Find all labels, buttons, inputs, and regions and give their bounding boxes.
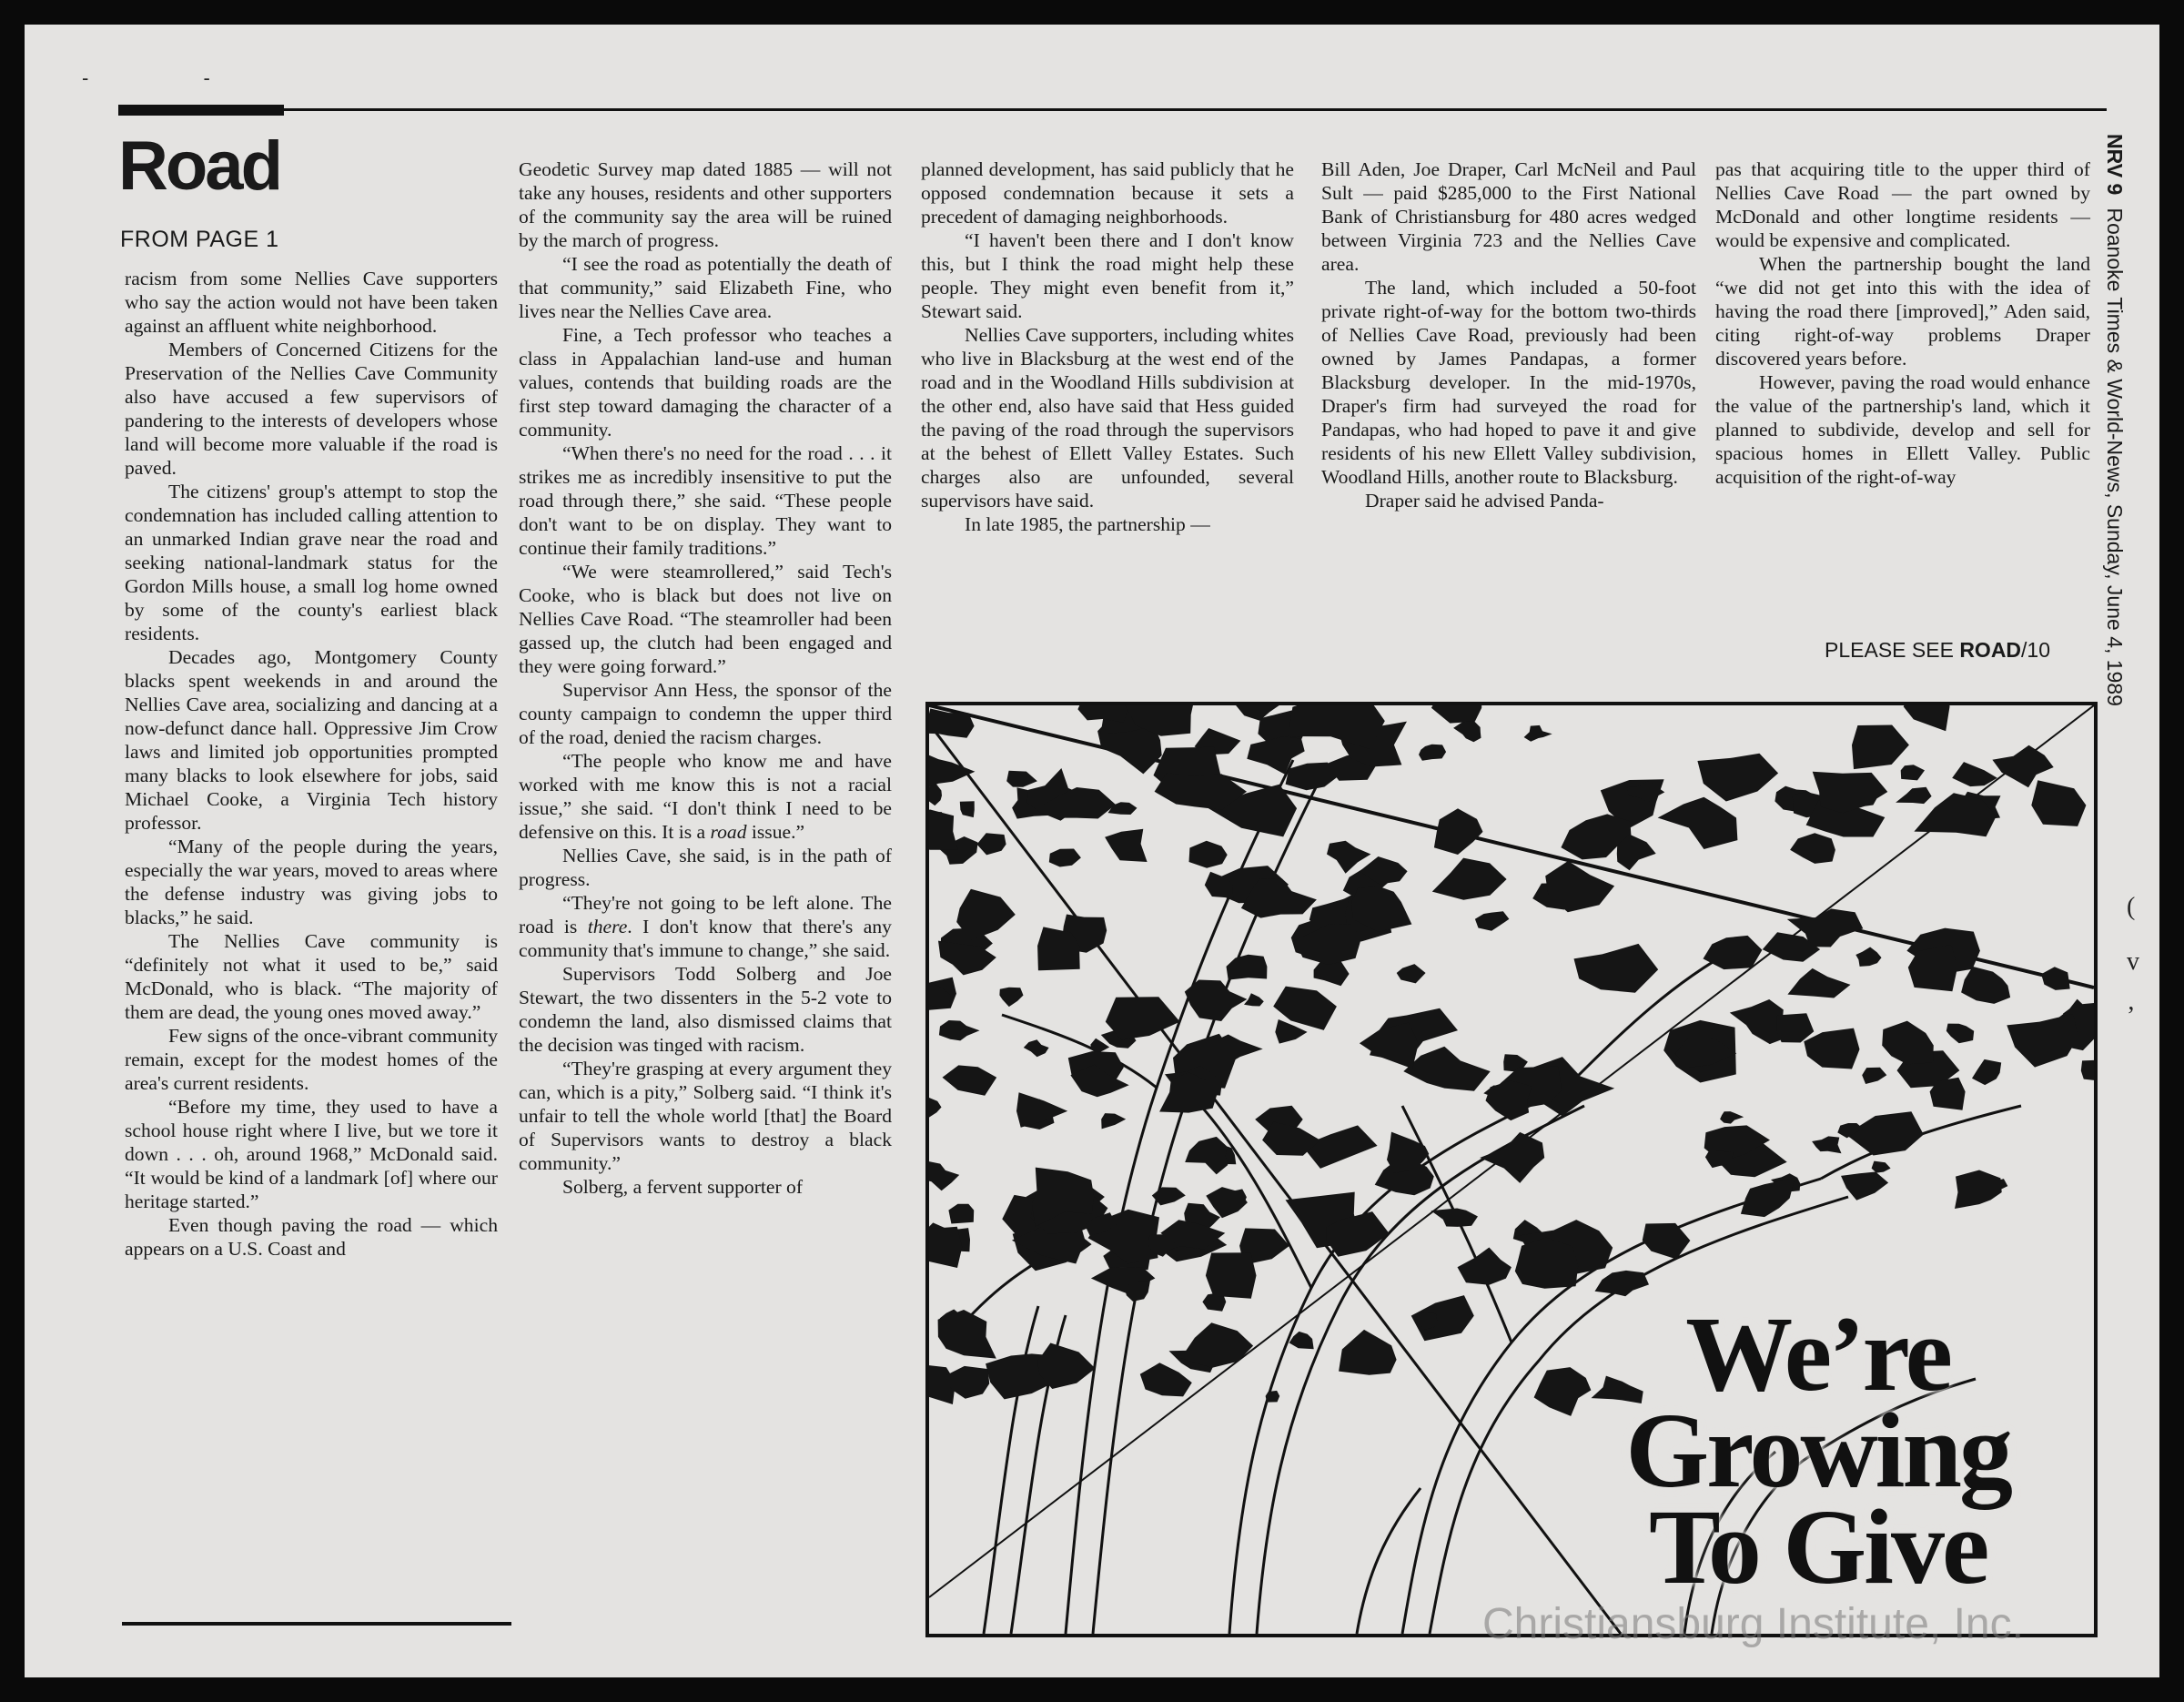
side-folio <box>2102 134 2127 706</box>
leaf-cluster <box>1185 980 1248 1022</box>
paragraph: “We were steamrollered,” said Tech's Cooke, who is black but does not live on Nellies Cave Road. “The steamroller had been gassed up, the clutch had been engaged and they were going forward.” <box>519 561 892 677</box>
advertisement <box>925 702 2098 1637</box>
paragraph: When the partnership bought the land “we did not get into this with the idea of having the road there [improved],” Aden said, citing right-of-way problems Draper discovered years before. <box>1715 253 2090 370</box>
paragraph-split: Even though paving the road — which appears on a U.S. Coast and <box>125 1214 498 1260</box>
leaf-cluster <box>1453 721 1481 742</box>
paragraph: Decades ago, Montgomery County blacks spent weekends in and around the Nellies Cave area, socializing and dancing at a now-defunct dance hall. Oppressive Jim Crow laws and limited job opportunities prompted many blacks to look elsewhere for jobs, said Michael Cooke, a Virginia Tech history professor. <box>125 646 498 834</box>
leaf-cluster <box>1486 1080 1532 1120</box>
leaf-cluster <box>960 801 975 817</box>
leaf-cluster <box>1841 1172 1888 1201</box>
leaf-cluster <box>1855 947 1881 967</box>
emphasis: there <box>587 916 628 937</box>
leaf-cluster <box>1777 1013 1815 1042</box>
leaf-cluster <box>948 1204 974 1224</box>
jump-from-line: FROM PAGE 1 <box>120 227 279 252</box>
leaf-cluster <box>1289 1332 1314 1349</box>
leaf-cluster <box>1106 997 1180 1039</box>
leaf-cluster <box>1846 1111 1924 1155</box>
paragraph-split: Bill Aden, Joe Draper, Carl McNeil and Paul Sult — paid $285,000 to the First National Bank of Christiansburg for 480 acres wedged between Virginia 723 and the Nellies Cave area. <box>1321 158 1696 275</box>
page-top-rule <box>118 108 2107 111</box>
leaf-cluster <box>1185 1137 1228 1175</box>
paragraph: racism from some Nellies Cave supporters who say the action would not have been taken against an affluent white neighborhood. <box>125 268 498 337</box>
leaf-cluster <box>1524 725 1552 742</box>
paragraph: “Before my time, they used to have a school house right where I live, but we tore it down . . . oh, around 1968,” McDonald said. “It would be kind of a landmark [of] where our heritage started.” <box>125 1096 498 1212</box>
paragraph: “I haven't been there and I don't know this, but I think the road might help these people. They might even benefit from it,” Stewart said. <box>921 229 1294 322</box>
paragraph: The citizens' group's attempt to stop the condemnation has included calling attention to an unmarked Indian grave near the road and seeking national-landmark status for the Gordon Mills house, a small log home owned by some of the county's earliest black residents. <box>125 481 498 644</box>
leaf-cluster <box>956 889 1016 940</box>
leaf-cluster <box>938 1310 996 1359</box>
leaf-cluster <box>2081 1060 2094 1081</box>
paragraph: “Many of the people during the years, especially the war years, moved to areas where the defense industry was giving jobs to blacks,” he said. <box>125 836 498 928</box>
jump-to-slug: ROAD <box>1959 638 2022 662</box>
leaf-cluster <box>1266 1391 1280 1403</box>
leaf-cluster <box>1244 993 1264 1006</box>
leaf-cluster <box>1852 725 1909 770</box>
paragraph: Members of Concerned Citizens for the Preservation of the Nellies Cave Community also have accused a few supervisors of pandering to the interests of developers whose land will become more valuable if the road is paved. <box>125 339 498 479</box>
leaf-cluster <box>1812 1136 1841 1153</box>
leaf-cluster <box>1289 705 1385 749</box>
paragraph-split: Solberg, a fervent supporter of <box>562 1176 804 1198</box>
leaf-cluster <box>1403 1047 1490 1091</box>
leaf-cluster <box>1872 1161 1891 1173</box>
paragraph: Nellies Cave supporters, including whites who live in Blacksburg at the west end of the road and in the Woodland Hills subdivision at the other end, also have said that Hess guided the paving of the road through the supervisors at the behest of Ellett Valley Estates. Such charges also are unfounded, several supervisors have said. <box>921 324 1294 512</box>
leaf-cluster <box>1972 1059 2001 1085</box>
leaf-cluster <box>1397 964 1426 983</box>
column-end-rule <box>122 1622 511 1626</box>
leaf-cluster <box>1181 1322 1254 1368</box>
margin-pen-marks: ( v ’ <box>2127 893 2139 1030</box>
leaf-cluster <box>929 1097 942 1119</box>
slogan-line: We’re <box>1685 1294 1951 1413</box>
leaf-cluster <box>1431 705 1481 724</box>
leaf-cluster <box>1227 955 1268 980</box>
leaf-cluster <box>939 1020 980 1040</box>
leaf-cluster <box>1904 705 1950 731</box>
leaf-cluster <box>1901 765 1925 780</box>
leaf-cluster <box>1006 771 1037 787</box>
leaf-cluster <box>1101 1113 1126 1129</box>
leaf-cluster <box>1077 705 1127 723</box>
slogan-line: To Give <box>1649 1487 1987 1606</box>
emphasis: road <box>710 821 747 843</box>
leaf-cluster <box>1952 762 1997 786</box>
jump-to-page: /10 <box>2021 638 2051 662</box>
leaf-cluster <box>1458 1248 1512 1285</box>
leaf-cluster <box>1360 1023 1419 1069</box>
leaf-cluster <box>1804 1028 1859 1069</box>
leaf-cluster <box>1787 968 1850 998</box>
leaf-cluster <box>1882 1021 1934 1065</box>
leaf-cluster <box>1206 1252 1257 1299</box>
paragraph: The land, which included a 50-foot private right-of-way for the bottom two-thirds of Nellies Cave Road, previously had been owned by James Pandapas, a former Blacksburg developer. In the mid-1970s, Draper's firm had surveyed the road for Pandapas, who had hoped to pave it and give residents of his new Ellett Valley subdivision, Woodland Hills, another route to Blacksburg. <box>1321 277 1696 488</box>
publication-dateline: Roanoke Times & World-News, Sunday, June 4, 1989 <box>2103 208 2127 706</box>
paragraph: However, paving the road would enhance the value of the partnership's land, which it planned to subdivide, develop and sell for spacious homes in Ellett Valley. Public acquisition of the right-of-way <box>1715 371 2090 488</box>
paragraph: Nellies Cave, she said, is in the path of progress. <box>519 845 892 890</box>
leaf-cluster <box>1302 1125 1378 1169</box>
leaf-cluster <box>1574 944 1659 993</box>
page-number: NRV 9 <box>2103 134 2127 196</box>
jump-to-line <box>1825 638 2050 663</box>
newspaper-clipping <box>25 25 2159 1677</box>
leaf-cluster <box>999 988 1023 1007</box>
archive-watermark: Christiansburg Institute, Inc. <box>1482 1600 2024 1648</box>
leaf-cluster <box>1480 1132 1544 1183</box>
article-headline: Road <box>118 127 280 205</box>
leaf-cluster <box>1049 849 1081 867</box>
paragraph-split: planned development, has said publicly that he opposed condemnation because it sets a precedent of damaging neighborhoods. <box>921 158 1294 228</box>
slogan-line: Growing <box>1625 1391 2010 1510</box>
leaf-cluster <box>1813 772 1888 814</box>
jump-to-prefix: PLEASE SEE <box>1825 638 1960 662</box>
paragraph: Supervisors Todd Solberg and Joe Stewart, the two dissenters in the 5-2 vote to condemn the land, also dismissed claims that the decision was tinged with racism. <box>519 963 892 1056</box>
leaf-cluster <box>1946 1024 1974 1044</box>
paragraph-split: pas that acquiring title to the upper third of Nellies Cave Road — the part owned by McDonald and other longtime residents — would be expensive and complicated. <box>1715 158 2090 251</box>
article-column-2 <box>519 157 892 1199</box>
leaf-cluster <box>929 1227 962 1268</box>
paragraph: The Nellies Cave community is “definitely not what it used to be,” said McDonald, who is black. “The majority of them are dead, the young ones moved away.” <box>125 930 498 1023</box>
paragraph: “I see the road as potentially the death of that community,” said Elizabeth Fine, who lives near the Nellies Cave area. <box>519 253 892 322</box>
paragraph: Few signs of the once-vibrant community remain, except for the modest homes of the area's current residents. <box>125 1025 498 1094</box>
leaf-cluster <box>929 810 958 850</box>
leaf-cluster <box>943 1065 997 1095</box>
leaf-cluster <box>1105 829 1148 862</box>
paragraph: “When there's no need for the road . . . it strikes me as incredibly insensitive to put the road through there,” she said. “These people don't want to be on display. They want to continue their family traditions.” <box>519 442 892 559</box>
leaf-cluster <box>1431 1209 1478 1227</box>
leaf-cluster <box>1432 858 1507 900</box>
leaf-cluster <box>929 783 942 805</box>
paragraph: Fine, a Tech professor who teaches a class in Appalachian land-use and human values, contends that building roads are the first step toward damaging the character of a community. <box>519 324 892 441</box>
paragraph: “The people who know me and have worked with me know this is not a racial issue,” she said. “I don't think I need to be defensive on this. It is a road issue.” <box>519 750 892 843</box>
paragraph-split: In late 1985, the partnership — <box>965 513 1210 535</box>
leaf-cluster <box>1720 1111 1744 1124</box>
paragraph: “They're not going to be left alone. The road is there. I don't know that there's any community that's immune to change,” she said. <box>519 892 892 961</box>
leaf-cluster <box>1189 841 1228 868</box>
leaf-cluster <box>1024 1039 1049 1057</box>
paragraph-split: Draper said he advised Panda- <box>1365 490 1604 512</box>
article-column-3 <box>921 157 1294 536</box>
leaf-cluster <box>1475 911 1510 931</box>
leaf-cluster <box>2041 967 2070 990</box>
leaf-cluster <box>1534 1367 1592 1416</box>
article-column-4 <box>1321 157 1696 512</box>
leaf-cluster <box>1697 754 1778 802</box>
article-column-5 <box>1715 157 2090 489</box>
leaf-cluster <box>1790 833 1835 864</box>
paragraph-split: Geodetic Survey map dated 1885 — will not take any houses, residents and other supporters of the community say the area will be ruined by the march of progress. <box>519 158 892 251</box>
leaf-cluster <box>1434 808 1483 855</box>
leaf-cluster <box>977 833 1006 855</box>
leaf-cluster <box>1741 1178 1795 1217</box>
leaf-cluster <box>1658 797 1738 849</box>
ad-slogan <box>1625 1294 2010 1606</box>
leaf-cluster <box>1704 936 1763 969</box>
leaf-cluster <box>2007 1014 2078 1068</box>
leaf-cluster <box>1992 745 2053 788</box>
scan-marks: - - <box>82 66 265 89</box>
leaf-cluster <box>1961 967 2010 1004</box>
leaf-cluster <box>929 1160 959 1190</box>
leaf-cluster <box>1862 1068 1886 1084</box>
leaf-cluster <box>1419 745 1446 761</box>
paragraph: Supervisor Ann Hess, the sponsor of the county campaign to condemn the upper third of the road, denied the racism charges. <box>519 679 892 748</box>
leaf-cluster <box>1140 1363 1192 1396</box>
leaf-cluster <box>2031 780 2086 826</box>
leaf-cluster <box>1896 787 1932 804</box>
leaf-cluster <box>1339 1330 1397 1375</box>
article-column-1 <box>125 267 498 1261</box>
paragraph: “They're grasping at every argument they can, which is a pity,” Solberg said. “I think it's unfair to tell the whole world [that] the Board of Supervisors wants to destroy a black community.” <box>519 1058 892 1174</box>
leaf-cluster <box>1955 1170 2002 1210</box>
leaf-cluster <box>1595 1271 1650 1296</box>
